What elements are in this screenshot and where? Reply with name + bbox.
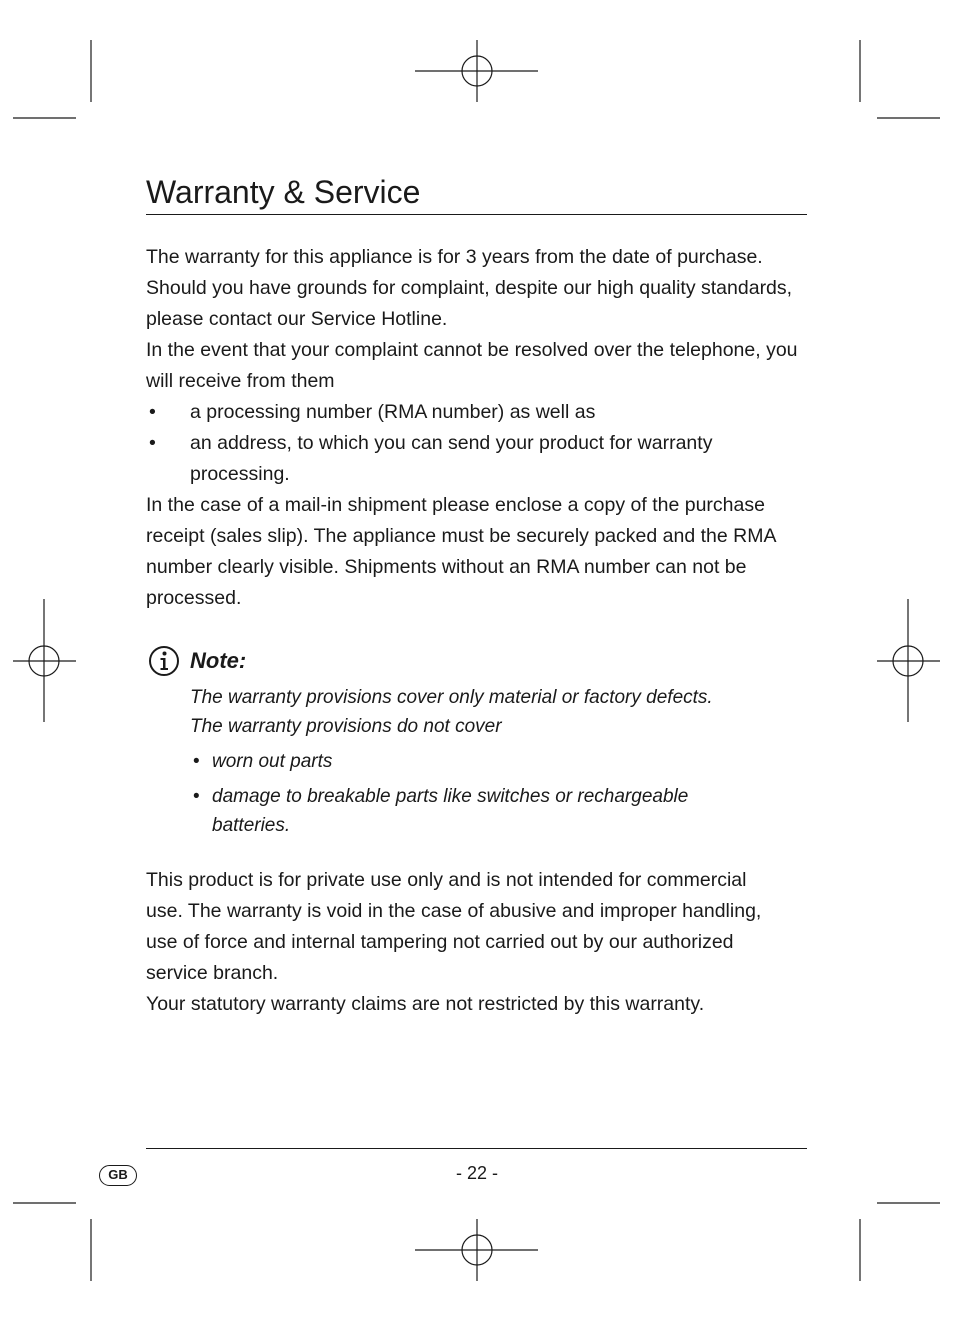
closing-paragraph-2: Your statutory warranty claims are not restricted by this warranty. (146, 993, 705, 1015)
list-item (146, 428, 811, 490)
list-item-text: damage to breakable parts like switches or rechargeable batteries. (212, 786, 689, 836)
closing-paragraph-1: This product is for private use only and is not intended for commercial use. The warranty is void in the case of abusive and improper handling, use of force and internal tampering not carried out by our authorized service branch. (146, 869, 762, 984)
page-number: - 22 - (455, 1163, 498, 1183)
language-badge: GB (99, 1165, 137, 1186)
title-rule (146, 214, 807, 215)
list-item (146, 397, 811, 428)
intro-section (146, 242, 811, 614)
closing-section (146, 865, 786, 1020)
note-heading (148, 644, 246, 678)
note-label: Note: (190, 648, 247, 673)
note-body (190, 683, 790, 840)
list-item (190, 747, 790, 776)
bullet-icon: • (149, 401, 156, 423)
note-line-2: The warranty provisions do not cover (190, 716, 502, 737)
list-item-text: a processing number (RMA number) as well as (190, 401, 596, 423)
intro-paragraph-1: The warranty for this appliance is for 3 years from the date of purchase. Should you have grounds for complaint, despite our high quality standards, please contact our Service Hotline. (146, 246, 793, 330)
intro-paragraph-2: In the event that your complaint cannot be resolved over the telephone, you will receive from them (146, 339, 798, 392)
list-item-text: an address, to which you can send your product for warranty processing. (190, 432, 713, 485)
bullet-icon: • (193, 786, 200, 807)
footer-rule (146, 1148, 807, 1149)
page-title: Warranty & Service (146, 174, 421, 210)
bullet-icon: • (193, 751, 200, 772)
info-icon (148, 645, 180, 677)
list-item (190, 782, 752, 840)
list-item-text: worn out parts (212, 751, 333, 772)
note-line-1: The warranty provisions cover only material or factory defects. (190, 687, 713, 708)
intro-paragraph-3: In the case of a mail-in shipment please enclose a copy of the purchase receipt (sales slip). The appliance must be securely packed and the RMA number clearly visible. Shipments without an RMA number can not be processed. (146, 494, 776, 609)
bullet-icon: • (149, 432, 156, 454)
